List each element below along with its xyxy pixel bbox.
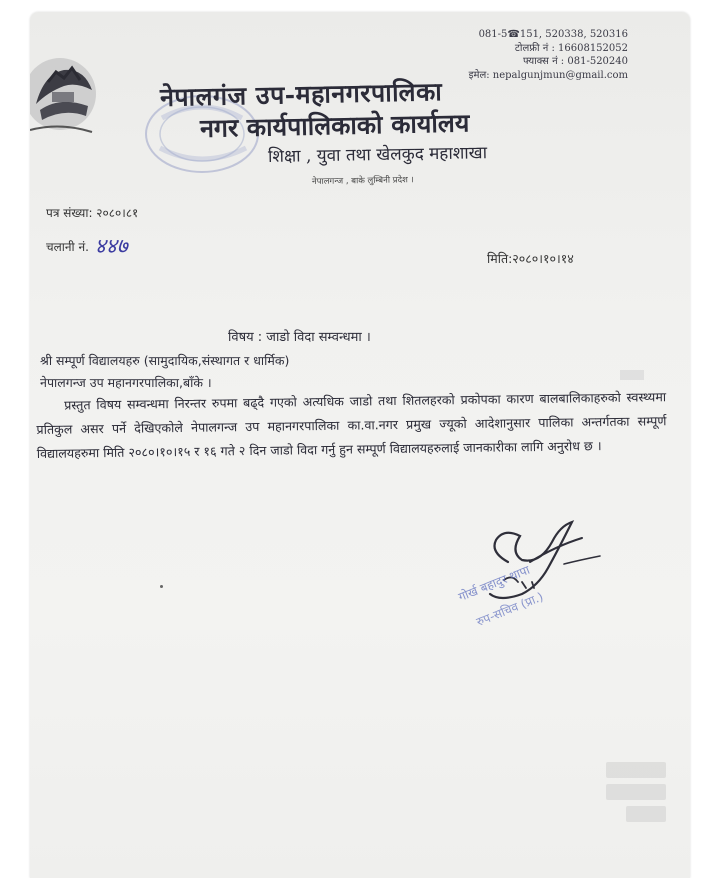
faint-text-line	[606, 784, 666, 800]
letter-body	[36, 385, 667, 466]
letter-paper	[30, 12, 690, 878]
signatory-name-stamp: गोर्ख बहादुर थापा	[456, 562, 532, 605]
body-paragraph: प्रस्तुत विषय सम्वन्धमा निरन्तर रुपमा बढ्दै गएको अत्यधिक जाडो तथा शितलहरको प्रकोपका कारण बालबालिकाहरुको स्वस्थ्यमा प्रतिकुल असर पर्ने देखिएकोले नेपालगन्ज उप महानगरपालिका का.वा.नगर प्रमुख ज्यूको आदेशानुसार पालिका अन्तर्गतका सम्पूर्ण विद्यालयहरुमा मिति २०८०।१०।१५ र १६ गते २ दिन जाडो विदा गर्नु हुन सम्पूर्ण विद्यालयहरुलाई जानकारीका लागि अनुरोध छ ।	[36, 389, 667, 461]
contact-phone: 081-5☎151, 520338, 520316	[478, 29, 628, 40]
reference-number: पत्र संख्या: २०८०।८१	[46, 206, 139, 220]
office-title-line2: नगर कार्यपालिकाको कार्यालय	[199, 108, 470, 143]
letter-date: मिति:२०८०।१०।१४	[487, 251, 574, 266]
division-title: शिक्षा , युवा तथा खेलकुद महाशाखा	[267, 143, 488, 167]
contact-tollfree: टोलफ्री नं : 16608152052	[514, 42, 628, 54]
dispatch-handwritten-number: ४४७	[94, 234, 128, 258]
contact-email: इमेल: nepalgunjmun@gmail.com	[468, 69, 628, 81]
dispatch-label: चलानी नं.	[46, 240, 89, 254]
contact-fax: फ्याक्स नं : 081-520240	[522, 56, 628, 67]
ink-dot	[160, 585, 163, 588]
government-emblem-icon	[30, 52, 100, 142]
faint-mark	[620, 370, 644, 380]
faint-text-line	[626, 806, 666, 822]
recipient-line2: नेपालगन्ज उप महानगरपालिका,बाँके ।	[40, 375, 212, 390]
signatory-title-stamp: रुप-सचिव (प्रा.)	[474, 589, 546, 630]
faint-text-line	[606, 762, 666, 778]
letter-subject: विषय : जाडो विदा सम्वन्धमा ।	[228, 330, 371, 345]
dispatch-number	[46, 232, 128, 260]
office-address: नेपालगन्ज , बाके लुम्बिनी प्रदेश ।	[311, 175, 414, 187]
contact-block	[469, 28, 628, 82]
office-title-line1: नेपालगंज उप-महानगरपालिका	[159, 77, 443, 112]
recipient-line1: श्री सम्पूर्ण विद्यालयहरु (सामुदायिक,संस्थागत र धार्मिक)	[40, 353, 290, 368]
